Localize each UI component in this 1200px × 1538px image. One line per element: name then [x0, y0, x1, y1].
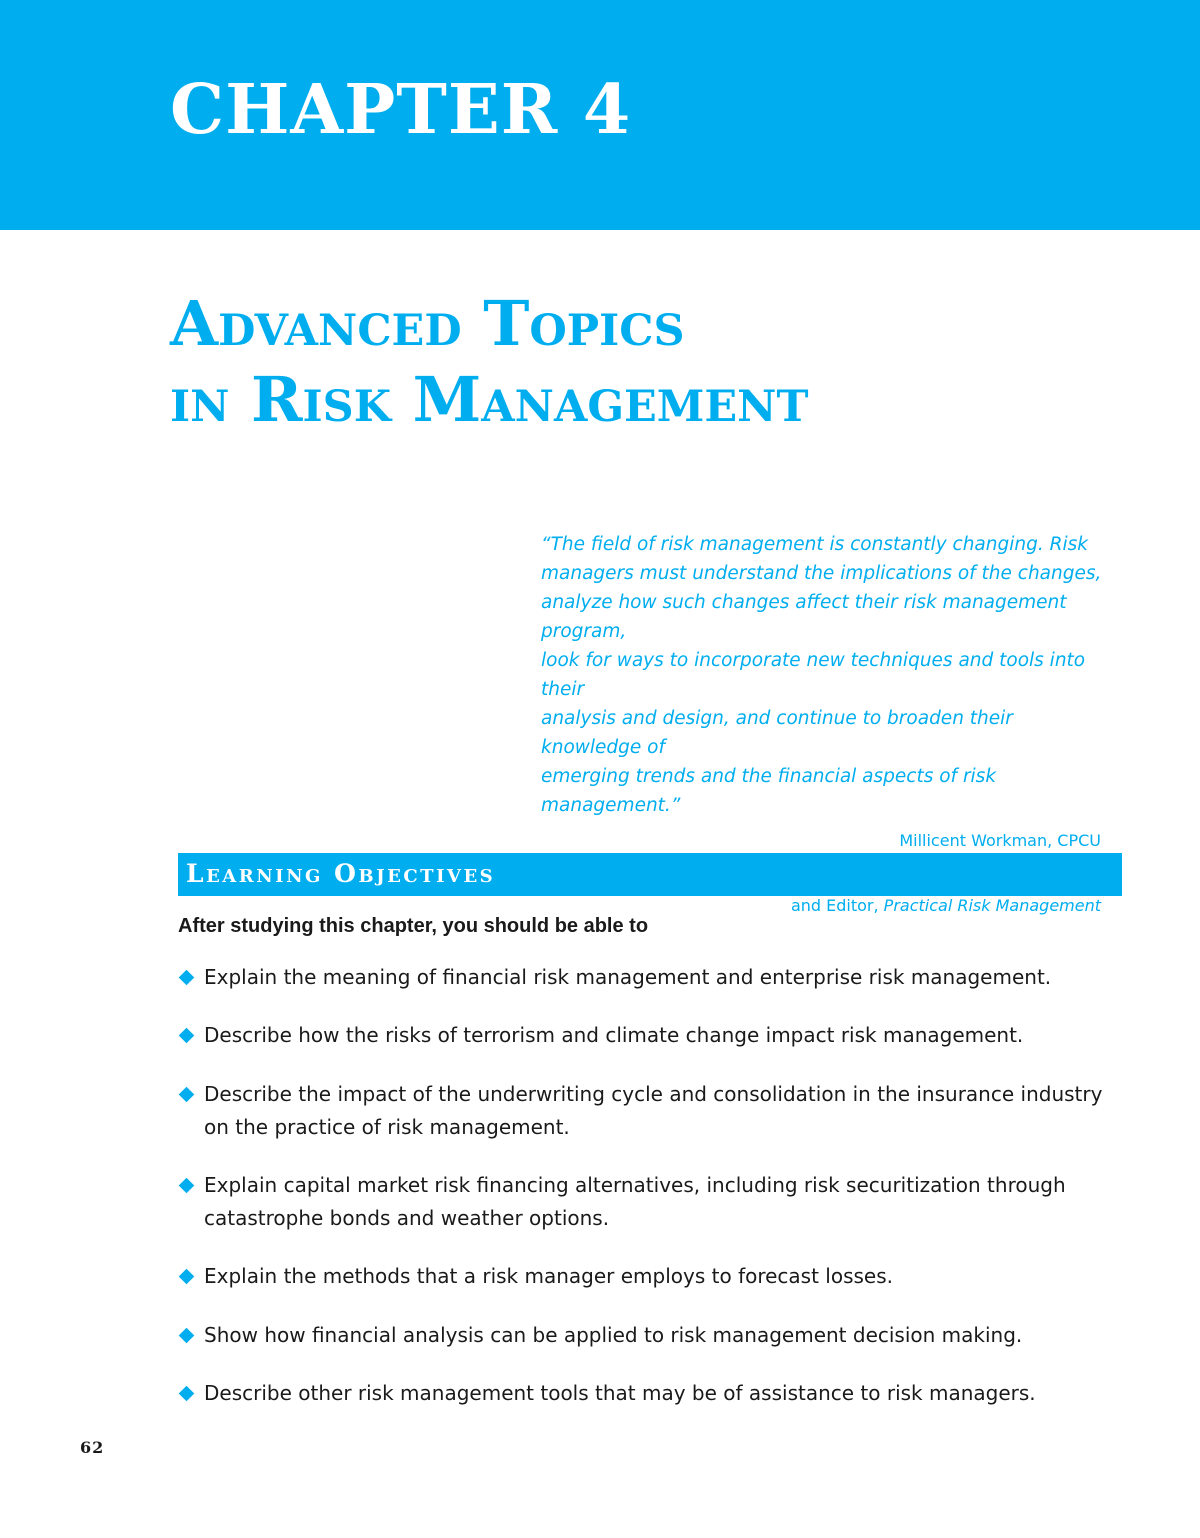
chapter-title-line-1: Advanced Topics [170, 287, 685, 360]
objective-text: Explain the methods that a risk manager employs to forecast losses. [204, 1264, 894, 1288]
learning-objectives-bar [178, 853, 1122, 896]
diamond-bullet-icon [179, 1028, 195, 1044]
objective-text: Describe how the risks of terrorism and climate change impact risk management. [204, 1023, 1024, 1047]
diamond-bullet-icon [179, 970, 195, 986]
objectives-intro: After studying this chapter, you should be able to [178, 915, 649, 937]
epigraph-author: Millicent Workman, CPCU [899, 831, 1101, 850]
epigraph-quote: “The field of risk management is constantly changing. Risk managers must understand the implications of the changes, analyze how such changes affect their risk management program, look for ways to incorporate new techniques and tools into their analysis and design, and continue to broaden their knowledge of emerging trends and the financial aspects of risk management.” [541, 534, 1102, 816]
objective-text: Describe other risk management tools that may be of assistance to risk managers. [204, 1381, 1036, 1405]
diamond-bullet-icon [179, 1087, 195, 1103]
epigraph-role-3-prefix: and Editor, [790, 895, 884, 915]
objective-text: Describe the impact of the underwriting cycle and consolidation in the insurance industry on the practice of risk management. [204, 1082, 1103, 1139]
chapter-label: CHAPTER 4 [170, 70, 632, 150]
diamond-bullet-icon [179, 1386, 195, 1402]
diamond-bullet-icon [179, 1178, 195, 1194]
diamond-bullet-icon [179, 1269, 195, 1285]
chapter-banner [0, 0, 1200, 230]
learning-objectives-heading: Learning Objectives [186, 859, 496, 888]
objective-text: Explain capital market risk financing alternatives, including risk securitization through catastrophe bonds and weather options. [204, 1173, 1066, 1230]
page-number: 62 [80, 1438, 105, 1457]
chapter-title-line-2: in Risk Management [170, 363, 809, 436]
objective-text: Show how financial analysis can be applied to risk management decision making. [204, 1323, 1023, 1347]
epigraph-publication: Practical Risk Management [883, 895, 1101, 915]
objective-text: Explain the meaning of financial risk management and enterprise risk management. [204, 965, 1052, 989]
chapter-title [170, 286, 809, 438]
diamond-bullet-icon [179, 1328, 195, 1344]
